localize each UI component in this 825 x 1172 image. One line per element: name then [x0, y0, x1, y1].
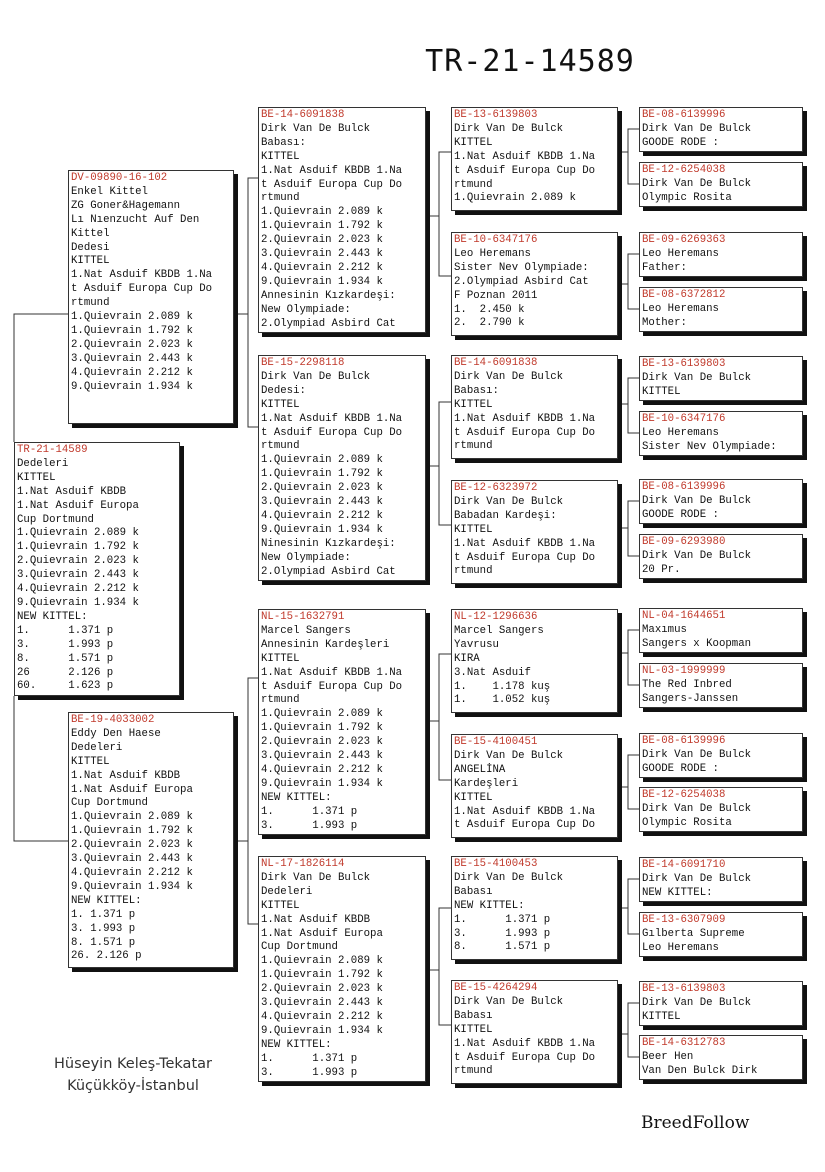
card-line: 1.Nat Asduif KBDB 1.Na	[261, 666, 403, 679]
card-line: 4.Quievrain 2.212 k	[261, 763, 383, 776]
card-line: NEW KITTEL:	[261, 791, 332, 804]
card-line: KIRA	[454, 652, 480, 665]
card-line: 4.Quievrain 2.212 k	[261, 509, 383, 522]
card-line: Dirk Van De Bulck	[642, 549, 752, 562]
pedigree-card-gen5-9[interactable]	[639, 608, 803, 653]
ring-number: BE-15-4100453	[454, 858, 538, 870]
ring-number: BE-08-6139996	[642, 735, 726, 747]
card-line: 1.Quievrain 2.089 k	[71, 811, 193, 824]
card-line: Dirk Van De Bulck	[454, 871, 564, 884]
card-line: Dirk Van De Bulck	[454, 122, 564, 135]
card-line: Enkel Kittel	[71, 185, 148, 198]
card-line: 3.Quievrain 2.443 k	[261, 997, 383, 1010]
card-line: 9.Quievrain 1.934 k	[261, 1024, 383, 1037]
card-line: 1.Nat Asduif Europa	[71, 783, 193, 796]
card-line: 4.Quievrain 2.212 k	[261, 261, 383, 274]
card-line: 1.Nat Asduif KBDB	[261, 913, 371, 926]
pedigree-card-gen5-7[interactable]	[639, 479, 803, 524]
card-line: 1.Nat Asduif KBDB 1.Na	[261, 412, 403, 425]
ring-number: NL-03-1999999	[642, 665, 726, 677]
card-line: Gılberta Supreme	[642, 927, 745, 940]
card-line: 9.Quievrain 1.934 k	[71, 380, 193, 393]
card-line: t Asduif Europa Cup Do	[71, 283, 213, 296]
card-line: Dedesi	[71, 241, 110, 254]
card-line: Babası:	[454, 384, 499, 397]
card-line: t Asduif Europa Cup Do	[261, 680, 403, 693]
ring-number: NL-12-1296636	[454, 611, 538, 623]
card-line: Leo Heremans	[642, 426, 719, 439]
card-line: Ninesinin Kızkardeşi:	[261, 537, 396, 550]
card-line: 3. 1.993 p	[71, 922, 136, 935]
card-line: 2.Olympiad Asbird Cat	[261, 317, 396, 330]
card-line: ZG Goner&Hagemann	[71, 199, 181, 212]
card-line: Sangers-Janssen	[642, 692, 739, 705]
card-line: 1.Quievrain 2.089 k	[261, 955, 383, 968]
card-line: 9.Quievrain 1.934 k	[17, 596, 139, 609]
ring-number: NL-04-1644651	[642, 610, 726, 622]
card-line: 1.Nat Asduif KBDB 1.Na	[454, 537, 596, 550]
card-line: KITTEL	[454, 523, 493, 536]
card-line: Dirk Van De Bulck	[642, 122, 752, 135]
card-line: Dirk Van De Bulck	[261, 122, 371, 135]
card-line: 4.Quievrain 2.212 k	[261, 1010, 383, 1023]
card-line: Dirk Van De Bulck	[454, 495, 564, 508]
card-line: KITTEL	[454, 1023, 493, 1036]
ring-number: BE-09-6269363	[642, 234, 726, 246]
card-line: 2.Olympiad Asbird Cat	[261, 565, 396, 578]
card-line: 2.Quievrain 2.023 k	[71, 338, 193, 351]
card-line: Cup Dortmund	[261, 941, 338, 954]
card-line: 1.Nat Asduif KBDB 1.Na	[261, 164, 403, 177]
card-line: Dirk Van De Bulck	[642, 748, 752, 761]
card-line: Annesinin Kardeşleri	[261, 638, 390, 651]
card-line: 1.Nat Asduif Europa	[261, 927, 383, 940]
card-line: 1. 1.371 p	[17, 624, 114, 637]
pedigree-card-gen5-12[interactable]	[639, 787, 803, 832]
card-line: 8. 1.571 p	[17, 652, 114, 665]
ring-number: BE-14-6091838	[261, 109, 345, 121]
ring-number: BE-13-6139803	[642, 358, 726, 370]
card-line: Cup Dortmund	[71, 797, 148, 810]
card-line: 2.Quievrain 2.023 k	[261, 234, 383, 247]
card-line: NEW KITTEL:	[17, 610, 88, 623]
card-line: 3.Quievrain 2.443 k	[71, 352, 193, 365]
card-line: Dirk Van De Bulck	[642, 802, 752, 815]
pedigree-card-gen4-8[interactable]	[451, 980, 618, 1084]
card-line: 3. 1.993 p	[261, 819, 358, 832]
card-line: KITTEL	[642, 1010, 681, 1023]
card-line: Babası	[454, 1009, 493, 1022]
card-line: t Asduif Europa Cup Do	[454, 819, 596, 832]
card-line: 2.Olympiad Asbird Cat	[454, 275, 589, 288]
pedigree-card-gen5-13[interactable]	[639, 857, 803, 902]
ring-number: BE-10-6347176	[454, 234, 538, 246]
card-line: Dirk Van De Bulck	[642, 177, 752, 190]
ring-number: BE-12-6254038	[642, 164, 726, 176]
pedigree-card-gen5-5[interactable]	[639, 356, 803, 401]
card-line: Dedeleri	[71, 741, 123, 754]
ring-number: BE-14-6091838	[454, 357, 538, 369]
card-line: Olympic Rosita	[642, 816, 732, 829]
card-line: 1.Nat Asduif KBDB 1.Na	[454, 412, 596, 425]
card-line: Kardeşleri	[454, 777, 519, 790]
card-line: 4.Quievrain 2.212 k	[17, 583, 139, 596]
card-line: 3. 1.993 p	[454, 927, 551, 940]
card-line: Dirk Van De Bulck	[261, 370, 371, 383]
card-line: 1.Quievrain 1.792 k	[261, 969, 383, 982]
ring-number: BE-14-6312783	[642, 1037, 726, 1049]
pedigree-card-gen5-2[interactable]	[639, 162, 803, 207]
pedigree-card-gen5-10[interactable]	[639, 663, 803, 708]
card-line: t Asduif Europa Cup Do	[261, 426, 403, 439]
ring-number: BE-10-6347176	[642, 413, 726, 425]
card-line: Dirk Van De Bulck	[454, 749, 564, 762]
card-line: rtmund	[454, 440, 493, 453]
ring-number: BE-09-6293980	[642, 536, 726, 548]
card-line: 1.Quievrain 1.792 k	[261, 220, 383, 233]
pedigree-card-gen4-5[interactable]	[451, 609, 618, 713]
card-line: ANGELİNA	[454, 763, 506, 776]
card-line: 1.Quievrain 1.792 k	[261, 468, 383, 481]
pedigree-card-gen4-1[interactable]	[451, 107, 618, 211]
card-line: t Asduif Europa Cup Do	[454, 164, 596, 177]
pedigree-card-dam-sire[interactable]	[258, 609, 426, 835]
ring-number: NL-17-1826114	[261, 858, 345, 870]
card-line: rtmund	[71, 297, 110, 310]
card-line: Sister Nev Olympiade:	[642, 440, 777, 453]
ring-number: BE-14-6091710	[642, 859, 726, 871]
card-line: Sister Nev Olympiade:	[454, 261, 589, 274]
ring-number: BE-08-6372812	[642, 289, 726, 301]
card-line: KITTEL	[261, 899, 300, 912]
pedigree-card-gen5-14[interactable]	[639, 912, 803, 957]
pedigree-card-gen4-7[interactable]	[451, 856, 618, 960]
ring-number: BE-12-6323972	[454, 482, 538, 494]
pedigree-card-gen5-6[interactable]	[639, 411, 803, 456]
card-line: Babası	[454, 885, 493, 898]
card-line: 1.Quievrain 1.792 k	[71, 825, 193, 838]
card-line: The Red Inbred	[642, 678, 732, 691]
pedigree-card-sire-sire[interactable]	[258, 107, 426, 333]
card-line: Marcel Sangers	[261, 624, 351, 637]
card-line: Leo Heremans	[642, 941, 719, 954]
ring-number: BE-15-2298118	[261, 357, 345, 369]
pedigree-card-gen5-16[interactable]	[639, 1035, 803, 1080]
card-line: Dirk Van De Bulck	[642, 494, 752, 507]
card-line: Mother:	[642, 316, 687, 329]
brand-logo-text: BreedFollow	[641, 1113, 750, 1133]
card-line: 2.Quievrain 2.023 k	[17, 555, 139, 568]
card-line: Olympic Rosita	[642, 191, 732, 204]
card-line: rtmund	[261, 694, 300, 707]
card-line: 1. 1.371 p	[71, 908, 136, 921]
card-line: NEW KITTEL:	[71, 894, 142, 907]
card-line: 1.Nat Asduif KBDB	[71, 769, 181, 782]
card-line: 1. 1.371 p	[454, 913, 551, 926]
card-line: 2.Quievrain 2.023 k	[261, 983, 383, 996]
card-line: Dirk Van De Bulck	[642, 872, 752, 885]
pedigree-card-gen4-6[interactable]	[451, 734, 618, 838]
card-line: 1.Nat Asduif KBDB 1.Na	[454, 805, 596, 818]
owner-location: Küçükköy-İstanbul	[67, 1078, 199, 1094]
card-line: Marcel Sangers	[454, 624, 544, 637]
card-line: 1.Quievrain 2.089 k	[261, 708, 383, 721]
card-line: Dedeleri	[261, 885, 313, 898]
card-line: t Asduif Europa Cup Do	[454, 426, 596, 439]
card-line: NEW KITTEL:	[454, 899, 525, 912]
pedigree-card-gen5-3[interactable]	[639, 232, 803, 277]
card-line: 1.Quievrain 2.089 k	[261, 206, 383, 219]
card-line: KITTEL	[454, 791, 493, 804]
card-line: 20 Pr.	[642, 563, 681, 576]
card-line: Dedesi:	[261, 384, 306, 397]
card-line: 2.Quievrain 2.023 k	[71, 839, 193, 852]
pedigree-card-gen4-3[interactable]	[451, 355, 618, 459]
card-line: KITTEL	[261, 150, 300, 163]
card-line: Van Den Bulck Dirk	[642, 1064, 758, 1077]
card-line: Babası:	[261, 136, 306, 149]
card-line: rtmund	[454, 178, 493, 191]
pedigree-card-dam-dam[interactable]	[258, 856, 426, 1082]
card-line: KITTEL	[261, 652, 300, 665]
card-line: 3. 1.993 p	[261, 1066, 358, 1079]
card-line: KITTEL	[261, 398, 300, 411]
card-line: New Olympiade:	[261, 551, 351, 564]
pedigree-card-gen5-15[interactable]	[639, 981, 803, 1026]
card-line: Annesinin Kızkardeşi:	[261, 289, 396, 302]
card-line: GOODE RODE :	[642, 762, 719, 775]
card-line: F Poznan 2011	[454, 289, 538, 302]
card-line: Yavrusu	[454, 638, 499, 651]
card-line: 1.Nat Asduif KBDB 1.Na	[454, 150, 596, 163]
card-line: 4.Quievrain 2.212 k	[71, 366, 193, 379]
ring-number: BE-08-6139996	[642, 481, 726, 493]
card-line: Eddy Den Haese	[71, 727, 161, 740]
card-line: rtmund	[261, 440, 300, 453]
card-line: 1. 1.178 kuş	[454, 680, 551, 693]
card-line: Dedeleri	[17, 457, 69, 470]
card-line: 9.Quievrain 1.934 k	[261, 275, 383, 288]
card-line: t Asduif Europa Cup Do	[454, 551, 596, 564]
pedigree-card-gen5-11[interactable]	[639, 733, 803, 778]
ring-number: BE-19-4033002	[71, 714, 155, 726]
pedigree-card-dam[interactable]	[68, 712, 234, 968]
card-line: Father:	[642, 261, 687, 274]
ring-number: BE-13-6307909	[642, 914, 726, 926]
card-line: 1.Quievrain 2.089 k	[261, 454, 383, 467]
card-line: 1.Quievrain 1.792 k	[261, 722, 383, 735]
card-line: 2. 2.790 k	[454, 317, 525, 330]
owner-info	[48, 1053, 218, 1097]
card-line: NEW KITTEL:	[261, 1038, 332, 1051]
ring-number: BE-13-6139803	[642, 983, 726, 995]
card-line: rtmund	[261, 192, 300, 205]
card-line: 60. 1.623 p	[17, 680, 114, 693]
card-line: New Olympiade:	[261, 303, 351, 316]
card-line: Beer Hen	[642, 1050, 694, 1063]
card-line: 1.Quievrain 2.089 k	[17, 527, 139, 540]
card-line: NEW KITTEL:	[642, 886, 713, 899]
card-line: 4.Quievrain 2.212 k	[71, 866, 193, 879]
card-line: 3.Nat Asduif	[454, 666, 531, 679]
ring-number: BE-08-6139996	[642, 109, 726, 121]
ring-number: BE-15-4264294	[454, 982, 538, 994]
card-line: 1.Quievrain 2.089 k	[454, 192, 576, 205]
pedigree-card-subject[interactable]	[14, 442, 180, 696]
card-line: t Asduif Europa Cup Do	[261, 178, 403, 191]
card-line: GOODE RODE :	[642, 508, 719, 521]
card-line: 1. 1.371 p	[261, 805, 358, 818]
card-line: Dirk Van De Bulck	[454, 370, 564, 383]
ring-number: NL-15-1632791	[261, 611, 345, 623]
card-line: 3.Quievrain 2.443 k	[261, 248, 383, 261]
card-line: KITTEL	[454, 136, 493, 149]
card-line: KITTEL	[71, 255, 110, 268]
pedigree-card-sire[interactable]	[68, 170, 234, 424]
card-line: 8. 1.571 p	[454, 941, 551, 954]
card-line: 1. 1.371 p	[261, 1052, 358, 1065]
card-line: GOODE RODE :	[642, 136, 719, 149]
card-line: 1.Nat Asduif Europa	[17, 499, 139, 512]
card-line: Leo Heremans	[642, 247, 719, 260]
card-line: KITTEL	[17, 471, 56, 484]
card-line: Dirk Van De Bulck	[454, 995, 564, 1008]
card-line: rtmund	[454, 1065, 493, 1078]
card-line: 2.Quievrain 2.023 k	[261, 482, 383, 495]
pedigree-card-gen5-4[interactable]	[639, 287, 803, 332]
pedigree-card-gen4-2[interactable]	[451, 232, 618, 336]
pedigree-card-sire-dam[interactable]	[258, 355, 426, 581]
card-line: 1.Quievrain 1.792 k	[17, 541, 139, 554]
card-line: Sangers x Koopman	[642, 637, 752, 650]
card-line: KITTEL	[71, 755, 110, 768]
card-line: t Asduif Europa Cup Do	[454, 1051, 596, 1064]
card-line: 1. 1.052 kuş	[454, 694, 551, 707]
owner-name: Hüseyin Keleş-Tekatar	[54, 1056, 212, 1072]
card-line: Leo Heremans	[642, 302, 719, 315]
card-line: Dirk Van De Bulck	[642, 996, 752, 1009]
pedigree-title: TR-21-14589	[425, 44, 635, 79]
ring-number: BE-12-6254038	[642, 789, 726, 801]
card-line: 2.Quievrain 2.023 k	[261, 736, 383, 749]
card-line: Cup Dortmund	[17, 513, 94, 526]
pedigree-card-gen5-1[interactable]	[639, 107, 803, 152]
card-line: 26 2.126 p	[17, 666, 114, 679]
card-line: 9.Quievrain 1.934 k	[261, 523, 383, 536]
card-line: KITTEL	[454, 398, 493, 411]
card-line: KITTEL	[642, 385, 681, 398]
card-line: 1.Nat Asduif KBDB 1.Na	[454, 1037, 596, 1050]
card-line: 8. 1.571 p	[71, 936, 136, 949]
pedigree-card-gen4-4[interactable]	[451, 480, 618, 584]
card-line: Dirk Van De Bulck	[642, 371, 752, 384]
card-line: 3.Quievrain 2.443 k	[261, 496, 383, 509]
card-line: 3. 1.993 p	[17, 638, 114, 651]
card-line: 9.Quievrain 1.934 k	[261, 777, 383, 790]
ring-number: DV-09890-16-102	[71, 172, 168, 184]
card-line: Lı Nıenzucht Auf Den	[71, 213, 200, 226]
card-line: 26. 2.126 p	[71, 950, 142, 963]
card-line: 1.Quievrain 2.089 k	[71, 311, 193, 324]
card-line: 3.Quievrain 2.443 k	[261, 750, 383, 763]
ring-number: BE-15-4100451	[454, 736, 538, 748]
card-line: Maxımus	[642, 623, 687, 636]
card-line: 1.Nat Asduif KBDB	[17, 485, 127, 498]
card-line: 1.Quievrain 1.792 k	[71, 324, 193, 337]
card-line: 9.Quievrain 1.934 k	[71, 880, 193, 893]
card-line: 1.Nat Asduif KBDB 1.Na	[71, 269, 213, 282]
card-line: 1. 2.450 k	[454, 303, 525, 316]
card-line: Babadan Kardeşi:	[454, 509, 557, 522]
card-line: Kittel	[71, 227, 110, 240]
card-line: 3.Quievrain 2.443 k	[17, 569, 139, 582]
pedigree-card-gen5-8[interactable]	[639, 534, 803, 579]
card-line: Leo Heremans	[454, 247, 531, 260]
card-line: Dirk Van De Bulck	[261, 871, 371, 884]
ring-number: TR-21-14589	[17, 444, 88, 456]
ring-number: BE-13-6139803	[454, 109, 538, 121]
card-line: 3.Quievrain 2.443 k	[71, 853, 193, 866]
card-line: rtmund	[454, 565, 493, 578]
